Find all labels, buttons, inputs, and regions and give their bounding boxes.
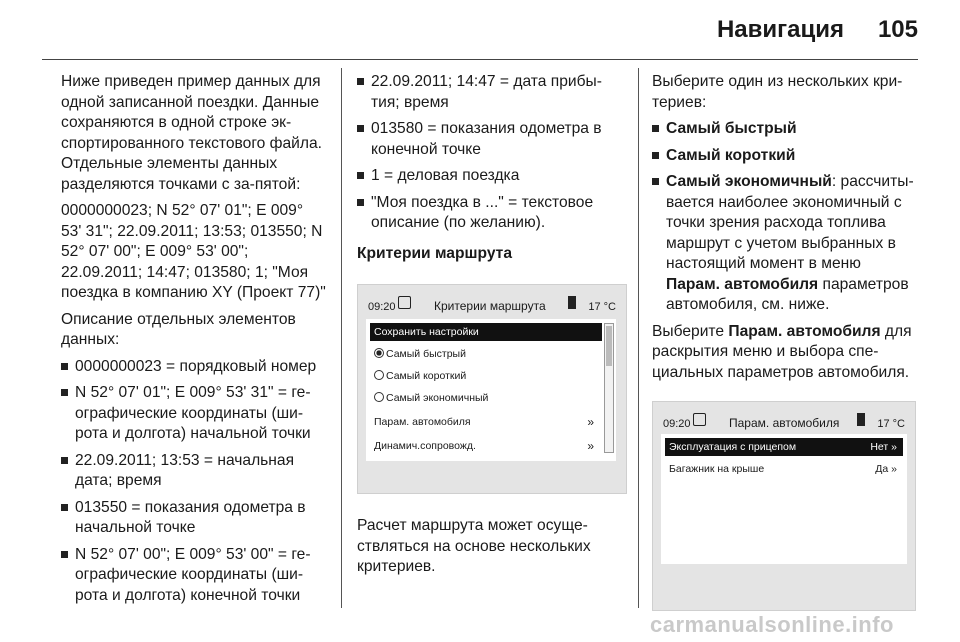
section-title: Навигация	[716, 16, 844, 43]
chevron-right-icon: »	[587, 415, 594, 429]
example-record: 0000000023; N 52° 07' 01"; E 009° 53' 31"; 22.09.2011; 13:53; 013550; N 52° 07' 00"; E 009° 53' 00"; 22.09.2011; 14:47; 013580; 1; "Моя поездка в компанию XY (Проект 77)"	[61, 202, 326, 301]
list-item: "Моя поездка в ..." = текстовое описание (по желанию).	[357, 193, 625, 234]
menu-item-fastest[interactable]	[370, 345, 602, 363]
menu-item-dynamic-guidance[interactable]	[370, 437, 602, 455]
chevron-right-icon: »	[891, 441, 897, 453]
radio-selected-icon	[374, 348, 384, 358]
list-item: N 52° 07' 01"; E 009° 53' 31" = ге-ографические координаты (ши-рота и долгота) начальной точки	[61, 383, 327, 445]
temperature: 17 °C	[588, 301, 616, 313]
list-item: 22.09.2011; 13:53 = начальная дата; время	[61, 451, 327, 492]
criteria-intro: Выберите один из нескольких кри-териев:	[652, 73, 903, 111]
column-3	[652, 72, 920, 633]
temperature: 17 °C	[877, 418, 905, 430]
column-divider-1	[341, 68, 342, 608]
watermark: carmanualsonline.info	[650, 612, 894, 637]
option-economical-desc-end: параметров автомобиля, см. ниже.	[666, 275, 909, 313]
header-divider	[42, 59, 918, 60]
para-text: Выберите	[652, 322, 729, 340]
option-economical-desc: : рассчиты-вается наиболее экономичный с точки зрения расхода топлива маршрут с учетом выбранных в настоящий момент в меню	[666, 173, 914, 272]
list-item: 013550 = показания одометра в начальной точке	[61, 498, 327, 539]
list-item: 22.09.2011; 14:47 = дата прибы-тия; время	[357, 72, 625, 113]
screen-title: Критерии маршрута	[434, 299, 546, 313]
list-item	[652, 119, 920, 140]
menu-item-trailer[interactable]	[665, 438, 903, 456]
menu-item-economical[interactable]	[370, 389, 602, 407]
list-item	[652, 146, 920, 167]
thermometer-icon	[568, 296, 576, 309]
para-text: для раскрытия меню и выбора спе-циальных параметров автомобиля.	[652, 322, 912, 381]
navigation-icon	[693, 413, 706, 426]
column-1	[61, 72, 327, 612]
route-criteria-screenshot	[357, 284, 627, 494]
value-text: Да	[875, 463, 889, 475]
option-shortest: Самый короткий	[666, 146, 796, 164]
column-divider-2	[638, 68, 639, 608]
list-item: N 52° 07' 00"; E 009° 53' 00" = ге-ографические координаты (ши-рота и долгота) конечной точки	[61, 545, 327, 607]
scrollbar[interactable]	[604, 323, 614, 453]
menu-item-label: Парам. автомобиля	[374, 416, 471, 428]
option-fastest: Самый быстрый	[666, 120, 797, 137]
menu-panel	[366, 319, 616, 461]
menu-item-roof-rack[interactable]	[665, 460, 903, 478]
criteria-list	[652, 119, 920, 316]
menu-item-vehicle-params[interactable]	[370, 413, 602, 431]
menu-panel	[661, 434, 907, 564]
description-title: Описание отдельных элементов данных:	[61, 310, 296, 348]
menu-item-label: Самый быстрый	[386, 348, 466, 360]
vehicle-params-screenshot	[652, 401, 916, 611]
vehicle-params-paragraph	[652, 322, 920, 384]
page-header	[0, 0, 960, 58]
intro-paragraph: Ниже приведен пример данных для одной записанной поездки. Данные сохраняются в одной строке эк-спортированного текстового файла. Отдельные элементы данных разделяются точками с за-пятой:	[61, 73, 322, 193]
page-number: 105	[877, 16, 918, 43]
menu-item-shortest[interactable]	[370, 367, 602, 385]
menu-item-label: Багажник на крыше	[669, 463, 765, 475]
menu-item-label: Самый короткий	[386, 370, 467, 382]
option-economical: Самый экономичный	[666, 173, 832, 190]
menu-ref: Парам. автомобиля	[666, 275, 819, 293]
menu-ref: Парам. автомобиля	[728, 322, 881, 340]
menu-item-value	[870, 438, 897, 456]
list-item: 013580 = показания одометра в конечной точке	[357, 119, 625, 160]
menu-item-value	[875, 460, 897, 478]
menu-item-label: Сохранить настройки	[374, 326, 479, 338]
list-item	[652, 172, 920, 316]
element-list-cont	[357, 72, 625, 234]
menu-item-label: Динамич.сопровожд.	[374, 440, 476, 452]
chevron-right-icon: »	[587, 439, 594, 453]
clock: 09:20	[663, 418, 691, 430]
chevron-right-icon: »	[891, 463, 897, 475]
route-criteria-heading: Критерии маршрута	[357, 244, 512, 262]
route-calc-paragraph: Расчет маршрута может осуще-ствляться на основе нескольких критериев.	[357, 517, 591, 575]
radio-icon	[374, 392, 384, 402]
thermometer-icon	[857, 413, 865, 426]
navigation-icon	[398, 296, 411, 309]
clock: 09:20	[368, 301, 396, 313]
screen-title: Парам. автомобиля	[729, 416, 840, 430]
list-item: 1 = деловая поездка	[357, 166, 625, 187]
value-text: Нет	[870, 441, 889, 453]
menu-item-label: Эксплуатация с прицепом	[669, 441, 797, 453]
radio-icon	[374, 370, 384, 380]
list-item: 0000000023 = порядковый номер	[61, 357, 327, 378]
menu-item-save-settings[interactable]	[370, 323, 602, 341]
element-list	[61, 357, 327, 607]
column-2	[357, 72, 625, 584]
menu-item-label: Самый экономичный	[386, 392, 489, 404]
